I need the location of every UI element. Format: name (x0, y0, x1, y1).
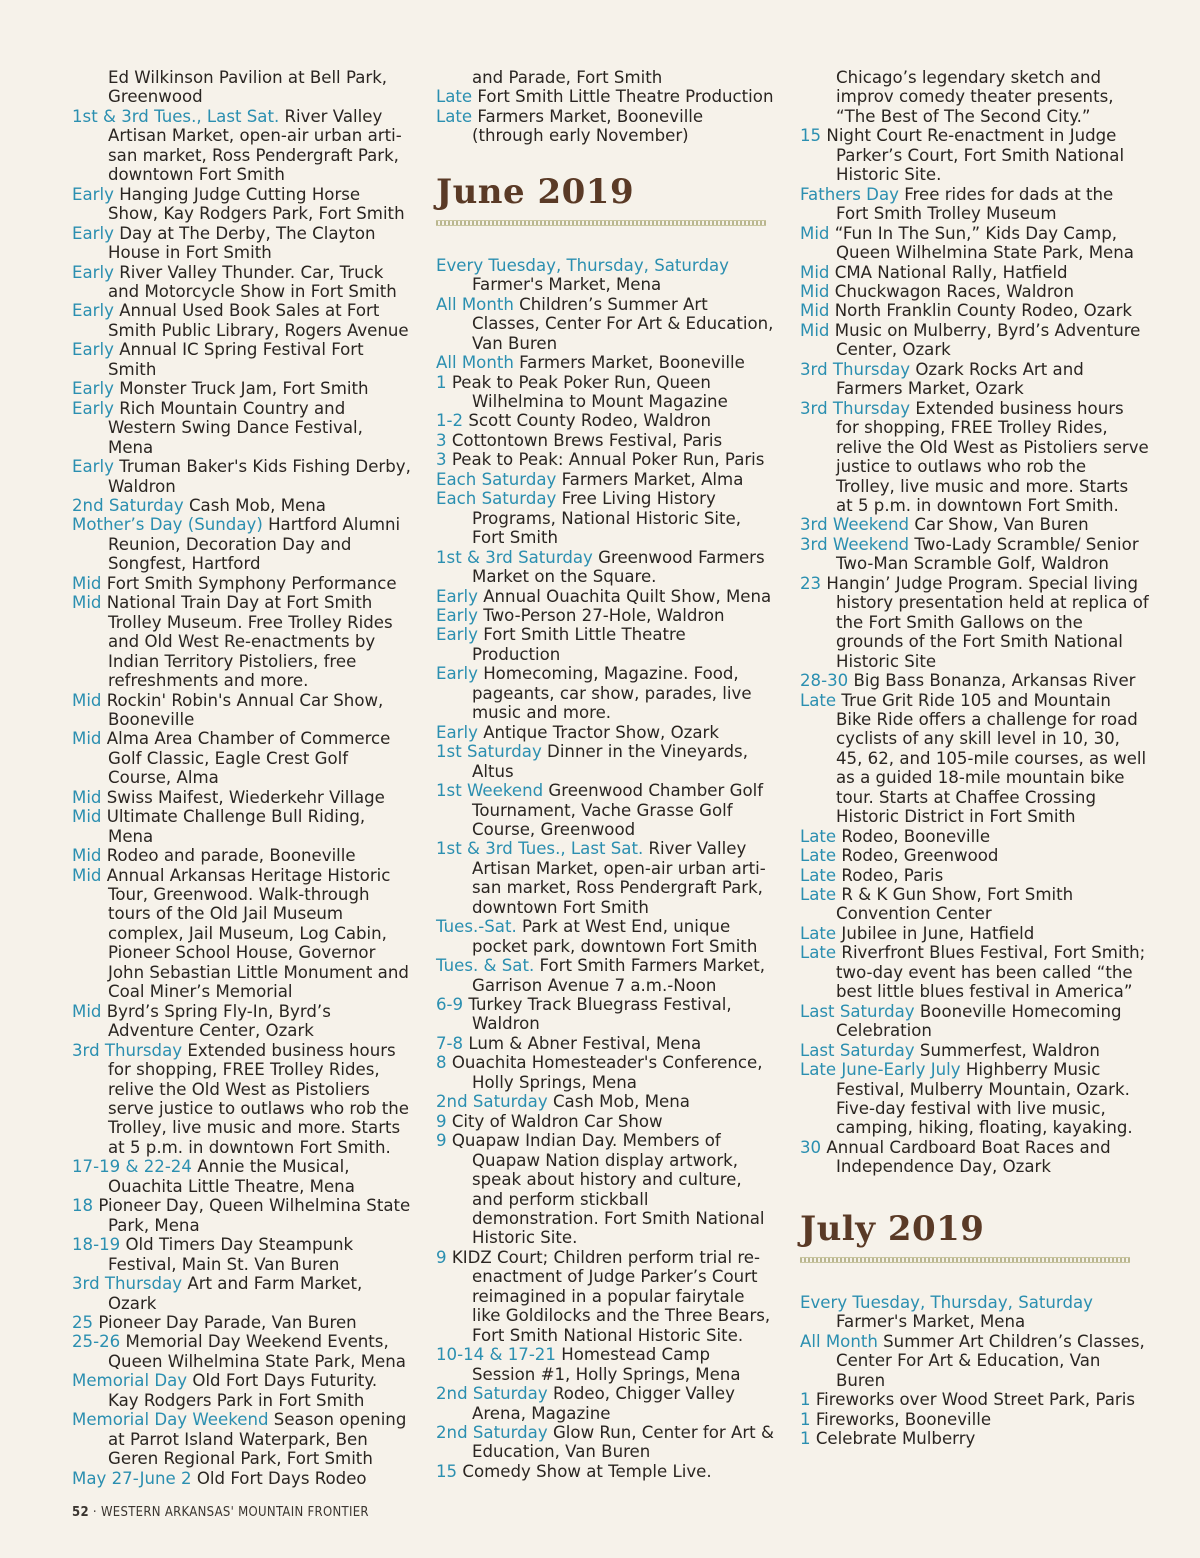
event-date: 1 (436, 372, 447, 392)
event-description: City of Waldron Car Show (451, 1111, 663, 1131)
event-entry (800, 943, 1150, 1001)
event-entry (800, 263, 1150, 282)
event-date: Fathers Day (800, 184, 899, 204)
event-entry (800, 126, 1150, 184)
event-entry (436, 107, 776, 146)
event-entry (800, 515, 1150, 534)
event-date: Early (436, 605, 478, 625)
event-entry (72, 1332, 412, 1371)
event-date: Late (800, 846, 837, 866)
event-description: Annual Arkansas Heritage Historic Tour, Greenwood. Walk-through tours of the Old Jail Museum complex, Jail Museum, Log Cabin, Pioneer School House, Governor John Sebastian Little Monument and Coal Miner’s Memorial (106, 865, 409, 1002)
event-description: North Franklin County Rodeo, Ozark (834, 301, 1133, 321)
event-description: Park at West End, unique pocket park, downtown Fort Smith (472, 917, 758, 956)
event-entry (436, 606, 776, 625)
event-description: Annual IC Spring Festival Fort Smith (108, 340, 364, 379)
event-date: Tues. & Sat. (436, 956, 535, 976)
event-description: Ed Wilkinson Pavilion at Bell Park, Greenwood (108, 68, 388, 107)
event-date: Mid (800, 281, 830, 301)
event-date: 2nd Saturday (436, 1423, 548, 1442)
event-description: Big Bass Bonanza, Arkansas River (853, 671, 1136, 691)
event-description: Turkey Track Bluegrass Festival, Waldron (468, 995, 732, 1034)
event-entry (800, 360, 1150, 399)
event-description: Annual Cardboard Boat Races and Independence Day, Ozark (826, 1137, 1111, 1177)
event-description: Farmers Market, Booneville (519, 353, 745, 373)
event-description: Homecoming, Magazine. Food, pageants, car show, parades, live music and more. (472, 664, 752, 723)
event-description: Rodeo, Booneville (841, 826, 991, 846)
event-description: Monster Truck Jam, Fort Smith (119, 379, 369, 399)
event-description: Rockin' Robin's Annual Car Show, Booneville (106, 690, 384, 729)
event-description: Peak to Peak Poker Run, Queen Wilhelmina to Mount Magazine (451, 372, 728, 411)
event-entry (72, 1196, 412, 1235)
event-description: Dinner in the Vineyards, Altus (472, 742, 748, 781)
event-entry (72, 340, 412, 379)
event-entry (436, 1423, 776, 1462)
event-date: May 27-June 2 (72, 1468, 192, 1488)
event-date: 18 (72, 1196, 94, 1216)
event-entry (436, 781, 776, 839)
event-entry (800, 1041, 1150, 1060)
event-description: Cottontown Brews Festival, Paris (451, 430, 723, 450)
event-description: Pioneer Day, Queen Wilhelmina State Park, Mena (98, 1196, 411, 1235)
event-description: Highberry Music Festival, Mulberry Mountain, Ozark. Five-day festival with live music, camping, hiking, floating, kayaking. (836, 1060, 1133, 1138)
event-entry (72, 1274, 412, 1313)
event-description: Truman Baker's Kids Fishing Derby, Waldron (108, 457, 411, 496)
event-description: Chicago’s legendary sketch and improv comedy theater presents, “The Best of The Second City.” (836, 68, 1114, 126)
event-description: Season opening at Parrot Island Waterpark, Ben Geren Regional Park, Fort Smith (108, 1410, 407, 1469)
event-entry (436, 353, 776, 372)
event-entry (800, 866, 1150, 885)
event-date: Early (72, 301, 114, 321)
event-date: Mid (72, 846, 102, 866)
event-date: Mid (72, 787, 102, 807)
event-entry (800, 301, 1150, 320)
event-description: Rodeo, Chigger Valley Arena, Magazine (472, 1384, 735, 1423)
event-entry (436, 1131, 776, 1248)
event-date: 9 (436, 1111, 447, 1131)
event-description: Old Timers Day Steampunk Festival, Main St. Van Buren (108, 1235, 354, 1274)
event-date: Mid (72, 729, 102, 749)
july-events (800, 1293, 1150, 1449)
event-description: Farmers Market, Booneville (through early November) (472, 106, 704, 146)
event-description: Annie the Musical, Ouachita Little Theatre, Mena (108, 1157, 355, 1196)
event-entry (72, 807, 412, 846)
event-entry (72, 866, 412, 1002)
event-entry (436, 256, 776, 295)
event-description: Riverfront Blues Festival, Fort Smith; two-day event has been called “the best little blues festival in America” (836, 943, 1146, 1002)
event-description: CMA National Rally, Hatfield (834, 262, 1068, 282)
event-date: 7-8 (436, 1033, 464, 1053)
event-description: Rodeo, Greenwood (841, 846, 999, 866)
event-entry (72, 846, 412, 865)
event-entry (436, 87, 776, 106)
event-entry (436, 1384, 776, 1423)
event-description: Quapaw Indian Day. Members of Quapaw Nation display artwork, speak about history and culture, and perform stickball demonstration. Fort Smith National Historic Site. (451, 1131, 765, 1248)
event-entry (72, 1371, 412, 1410)
event-date: 3rd Thursday (72, 1274, 183, 1294)
event-date: 2nd Saturday (436, 1092, 548, 1112)
event-entry (436, 956, 776, 995)
event-entry (72, 68, 412, 107)
event-date: 6-9 (436, 995, 464, 1015)
event-date: 9 (436, 1131, 447, 1151)
event-entry (800, 1138, 1150, 1177)
event-entry (800, 535, 1150, 574)
event-date: Mid (72, 1001, 102, 1021)
event-date: 3rd Thursday (72, 1040, 183, 1060)
event-date: 3rd Weekend (800, 515, 910, 535)
event-description: Art and Farm Market, Ozark (108, 1274, 363, 1313)
event-entry (436, 1345, 776, 1384)
event-description: River Valley Artisan Market, open-air urban arti-san market, Ross Pendergraft Park, downtown Fort Smith (108, 106, 402, 185)
event-description: Ultimate Challenge Bull Riding, Mena (106, 807, 366, 846)
event-description: Free Living History Programs, National Historic Site, Fort Smith (472, 489, 741, 548)
event-entry (72, 1469, 412, 1488)
event-date: Mid (72, 807, 102, 827)
event-description: KIDZ Court; Children perform trial re-enactment of Judge Parker’s Court reimagined in a popular fairytale like Goldilocks and the Three Bears, Fort Smith National Historic Site. (451, 1247, 771, 1345)
event-entry (800, 924, 1150, 943)
event-entry (800, 185, 1150, 224)
event-date: Early (72, 398, 114, 418)
event-description: Annual Ouachita Quilt Show, Mena (483, 586, 772, 606)
event-date: Mid (72, 593, 102, 613)
event-description: Celebrate Mulberry (815, 1429, 976, 1448)
event-date: 9 (436, 1247, 447, 1267)
event-description: Cash Mob, Mena (552, 1092, 690, 1112)
event-description: Two-Lady Scramble/ Senior Two-Man Scramble Golf, Waldron (836, 534, 1139, 574)
event-description: Antique Tractor Show, Ozark (483, 722, 719, 742)
event-entry (800, 1332, 1150, 1390)
event-entry (436, 995, 776, 1034)
event-date: 1st & 3rd Saturday (436, 547, 593, 567)
event-entry (800, 885, 1150, 924)
event-entry (436, 1112, 776, 1131)
event-date: 3 (436, 430, 447, 450)
event-entry (72, 1002, 412, 1041)
event-entry (72, 224, 412, 263)
event-date: All Month (800, 1331, 878, 1351)
event-entry (436, 295, 776, 353)
event-entry (436, 742, 776, 781)
event-entry (436, 723, 776, 742)
event-entry (436, 470, 776, 489)
event-description: Jubilee in June, Hatfield (841, 923, 1035, 943)
event-date: Early (436, 586, 478, 606)
event-entry (800, 1429, 1150, 1448)
column-2 (436, 68, 776, 1481)
event-description: Summerfest, Waldron (919, 1040, 1100, 1060)
event-entry (436, 411, 776, 430)
event-entry (800, 1410, 1150, 1429)
event-entry (72, 574, 412, 593)
event-date: Late June-Early July (800, 1060, 961, 1080)
event-date: Late (436, 87, 473, 107)
event-description: Booneville Homecoming Celebration (836, 1001, 1122, 1041)
event-description: Fort Smith Little Theatre Production (472, 625, 686, 664)
event-entry (436, 1248, 776, 1345)
event-entry (800, 846, 1150, 865)
event-date: Early (72, 184, 114, 204)
event-date: 3 (436, 450, 447, 470)
event-entry (436, 450, 776, 469)
event-entry (436, 839, 776, 917)
event-date: Early (72, 379, 114, 399)
event-description: Greenwood Chamber Golf Tournament, Vache Grasse Golf Course, Greenwood (472, 781, 764, 839)
event-description: True Grit Ride 105 and Mountain Bike Ride offers a challenge for road cyclists of any skill level in 10, 30, 45, 62, and 105-mile courses, as well as a guided 18-mile mountain bike tour. Starts at Chaffee Crossing Historic District in Fort Smith (836, 690, 1147, 827)
event-date: 1st Saturday (436, 742, 542, 762)
event-entry (436, 431, 776, 450)
event-date: All Month (436, 294, 514, 314)
event-entry (72, 457, 412, 496)
event-description: River Valley Artisan Market, open-air urban arti-san market, Ross Pendergraft Park, downtown Fort Smith (472, 839, 766, 917)
column-1 (72, 68, 412, 1488)
event-date: 10-14 & 17-21 (436, 1345, 556, 1365)
event-entry (436, 1034, 776, 1053)
event-date: 8 (436, 1053, 447, 1073)
event-description: Summer Art Children’s Classes, Center For Art & Education, Van Buren (836, 1331, 1145, 1390)
event-date: Every Tuesday, Thursday, Saturday (800, 1292, 1093, 1312)
july-heading: July 2019 (800, 1208, 985, 1249)
event-entry (436, 1053, 776, 1092)
event-description: Glow Run, Center for Art & Education, Van Buren (472, 1423, 774, 1462)
event-entry (436, 1462, 776, 1481)
event-description: Extended business hours for shopping, FREE Trolley Rides, relive the Old West as Pistoliers serve justice to outlaws who rob the Trolley, live music and more. Starts at 5 p.m. in downtown Fort Smith. (108, 1040, 410, 1157)
event-entry (800, 68, 1150, 126)
event-description: Swiss Maifest, Wiederkehr Village (106, 787, 385, 807)
event-entry (800, 1002, 1150, 1041)
column-3 (800, 68, 1150, 1448)
june-heading: June 2019 (436, 171, 635, 212)
event-description: Homestead Camp Session #1, Holly Springs, Mena (472, 1345, 741, 1384)
event-description: Two-Person 27-Hole, Waldron (483, 605, 725, 625)
june-divider (436, 220, 766, 226)
event-date: Late (800, 865, 837, 885)
event-date: 3rd Thursday (800, 359, 911, 379)
event-entry (800, 827, 1150, 846)
event-description: Night Court Re-enactment in Judge Parker’s Court, Fort Smith National Historic Site. (826, 126, 1125, 185)
event-date: 23 (800, 573, 822, 593)
event-description: Fort Smith Symphony Performance (106, 573, 397, 593)
event-date: 15 (800, 126, 822, 146)
event-description: Music on Mulberry, Byrd’s Adventure Center, Ozark (834, 320, 1141, 360)
event-date: Mid (800, 301, 830, 321)
event-entry (72, 496, 412, 515)
event-entry (436, 489, 776, 547)
event-entry (436, 373, 776, 412)
may-continued (436, 68, 776, 146)
event-entry (436, 68, 776, 87)
event-date: Mid (72, 573, 102, 593)
event-entry (72, 729, 412, 787)
event-entry (800, 691, 1150, 827)
june-events (436, 256, 776, 1482)
event-entry (72, 107, 412, 185)
event-description: Lum & Abner Festival, Mena (468, 1033, 702, 1053)
event-date: Early (436, 664, 478, 684)
event-description: Hanging Judge Cutting Horse Show, Kay Rodgers Park, Fort Smith (108, 184, 405, 224)
event-date: 3rd Thursday (800, 398, 911, 418)
event-entry (800, 1293, 1150, 1332)
event-entry (72, 788, 412, 807)
event-description: Alma Area Chamber of Commerce Golf Classic, Eagle Crest Golf Course, Alma (106, 729, 391, 788)
event-description: Fireworks over Wood Street Park, Paris (815, 1390, 1135, 1410)
event-description: Farmer's Market, Mena (836, 1312, 1026, 1332)
event-date: Early (436, 625, 478, 645)
event-description: Scott County Rodeo, Waldron (468, 411, 712, 431)
event-description: Free rides for dads at the Fort Smith Trolley Museum (836, 184, 1114, 224)
event-date: 2nd Saturday (436, 1384, 548, 1404)
event-description: Memorial Day Weekend Events, Queen Wilhelmina State Park, Mena (108, 1332, 406, 1371)
event-description: Farmers Market, Alma (561, 469, 744, 489)
event-date: Last Saturday (800, 1001, 915, 1021)
event-entry (800, 671, 1150, 690)
event-description: Peak to Peak: Annual Poker Run, Paris (451, 450, 765, 470)
event-entry (800, 282, 1150, 301)
event-description: Day at The Derby, The Clayton House in Fort Smith (108, 223, 376, 263)
event-description: Extended business hours for shopping, FREE Trolley Rides, relive the Old West as Pistoliers serve justice to outlaws who rob the Trolley, live music and more. Starts at 5 p.m. in downtown Fort Smith. (836, 398, 1149, 515)
event-description: Rodeo and parade, Booneville (106, 846, 356, 866)
event-date: Early (72, 223, 114, 243)
event-description: “Fun In The Sun,” Kids Day Camp, Queen Wilhelmina State Park, Mena (834, 223, 1134, 263)
event-description: Fort Smith Farmers Market, Garrison Avenue 7 a.m.-Noon (472, 956, 765, 995)
event-description: Greenwood Farmers Market on the Square. (472, 547, 765, 587)
event-entry (72, 399, 412, 457)
event-description: Annual Used Book Sales at Fort Smith Public Library, Rogers Avenue (108, 301, 409, 340)
event-date: Every Tuesday, Thursday, Saturday (436, 255, 729, 275)
event-entry (436, 664, 776, 722)
event-date: Early (436, 722, 478, 742)
event-description: Old Fort Days Futurity. Kay Rodgers Park in Fort Smith (108, 1371, 378, 1410)
event-entry (800, 1390, 1150, 1409)
event-date: Memorial Day Weekend (72, 1410, 269, 1430)
event-date: Late (800, 923, 837, 943)
event-date: 17-19 & 22-24 (72, 1157, 192, 1177)
event-date: Late (436, 106, 473, 126)
event-date: Mother’s Day (Sunday) (72, 515, 263, 535)
event-entry (72, 515, 412, 573)
event-entry (436, 587, 776, 606)
event-entry (72, 1410, 412, 1468)
event-date: 1-2 (436, 411, 464, 431)
event-description: Rodeo, Paris (841, 865, 944, 885)
event-description: Old Fort Days Rodeo (196, 1468, 367, 1488)
event-description: Pioneer Day Parade, Van Buren (98, 1313, 357, 1332)
event-date: 30 (800, 1137, 822, 1157)
event-description: Cash Mob, Mena (188, 495, 326, 515)
event-description: Car Show, Van Buren (914, 515, 1089, 535)
event-date: 1 (800, 1390, 811, 1410)
event-entry (72, 1157, 412, 1196)
event-entry (72, 593, 412, 690)
event-date: Mid (72, 865, 102, 885)
event-description: Comedy Show at Temple Live. (462, 1461, 712, 1481)
event-date: Memorial Day (72, 1371, 188, 1391)
event-date: Late (800, 690, 837, 710)
event-description: Rich Mountain Country and Western Swing Dance Festival, Mena (108, 398, 363, 457)
event-date: Each Saturday (436, 469, 557, 489)
event-description: National Train Day at Fort Smith Trolley Museum. Free Trolley Rides and Old West Re-enactments by Indian Territory Pistoliers, free refreshments and more. (106, 593, 393, 691)
event-description: R & K Gun Show, Fort Smith Convention Center (836, 885, 1074, 924)
event-entry (436, 917, 776, 956)
event-date: Last Saturday (800, 1040, 915, 1060)
event-description: Chuckwagon Races, Waldron (834, 281, 1074, 301)
event-entry (800, 224, 1150, 263)
event-date: 3rd Weekend (800, 534, 910, 554)
event-description: and Parade, Fort Smith (472, 68, 663, 87)
event-date: 1 (800, 1429, 811, 1448)
event-date: 1st & 3rd Tues., Last Sat. (72, 106, 280, 126)
footer-separator: · (88, 1505, 101, 1520)
event-description: River Valley Thunder. Car, Truck and Motorcycle Show in Fort Smith (108, 262, 397, 301)
event-entry (436, 1092, 776, 1111)
event-date: Early (72, 262, 114, 282)
event-date: 28-30 (800, 671, 849, 691)
event-date: 15 (436, 1461, 458, 1481)
event-entry (72, 1313, 412, 1332)
event-date: Early (72, 340, 114, 360)
event-description: Ozark Rocks Art and Farmers Market, Ozark (836, 359, 1084, 399)
june-continued (800, 68, 1150, 1177)
event-date: 25 (72, 1313, 94, 1332)
event-entry (800, 574, 1150, 671)
event-entry (72, 691, 412, 730)
event-date: Mid (800, 320, 830, 340)
event-entry (800, 321, 1150, 360)
event-description: Children’s Summer Art Classes, Center For Art & Education, Van Buren (472, 294, 774, 353)
page-footer (72, 1505, 369, 1520)
event-date: Mid (72, 690, 102, 710)
event-date: Late (800, 885, 837, 905)
event-entry (800, 1060, 1150, 1138)
page-number: 52 (72, 1505, 89, 1520)
event-description: Fort Smith Little Theatre Production (477, 87, 774, 107)
event-date: Late (800, 943, 837, 963)
event-entry (72, 185, 412, 224)
event-entry (800, 399, 1150, 516)
event-entry (72, 263, 412, 302)
event-date: 1 (800, 1409, 811, 1429)
event-date: 18-19 (72, 1235, 121, 1255)
event-date: Early (72, 457, 114, 477)
event-entry (436, 625, 776, 664)
event-description: Fireworks, Booneville (815, 1409, 992, 1429)
event-entry (72, 1041, 412, 1158)
event-date: All Month (436, 353, 514, 373)
event-date: Mid (800, 262, 830, 282)
event-description: Hangin’ Judge Program. Special living history presentation held at replica of the Fort Smith Gallows on the grounds of the Fort Smith National Historic Site (826, 573, 1149, 671)
event-entry (72, 301, 412, 340)
event-date: Tues.-Sat. (436, 917, 517, 937)
event-description: Farmer's Market, Mena (472, 275, 662, 295)
event-date: 25-26 (72, 1332, 121, 1352)
event-entry (72, 379, 412, 398)
event-description: Hartford Alumni Reunion, Decoration Day and Songfest, Hartford (108, 515, 401, 574)
july-divider (800, 1257, 1130, 1263)
event-entry (72, 1235, 412, 1274)
event-entry (436, 548, 776, 587)
event-date: 2nd Saturday (72, 495, 184, 515)
publication-title: WESTERN ARKANSAS' MOUNTAIN FRONTIER (100, 1505, 369, 1520)
event-date: Late (800, 826, 837, 846)
event-date: 1st & 3rd Tues., Last Sat. (436, 839, 644, 859)
event-date: Mid (800, 223, 830, 243)
event-description: Ouachita Homesteader's Conference, Holly Springs, Mena (451, 1053, 763, 1092)
event-date: Each Saturday (436, 489, 557, 509)
event-date: 1st Weekend (436, 781, 544, 801)
event-description: Byrd’s Spring Fly-In, Byrd’s Adventure Center, Ozark (106, 1001, 331, 1041)
